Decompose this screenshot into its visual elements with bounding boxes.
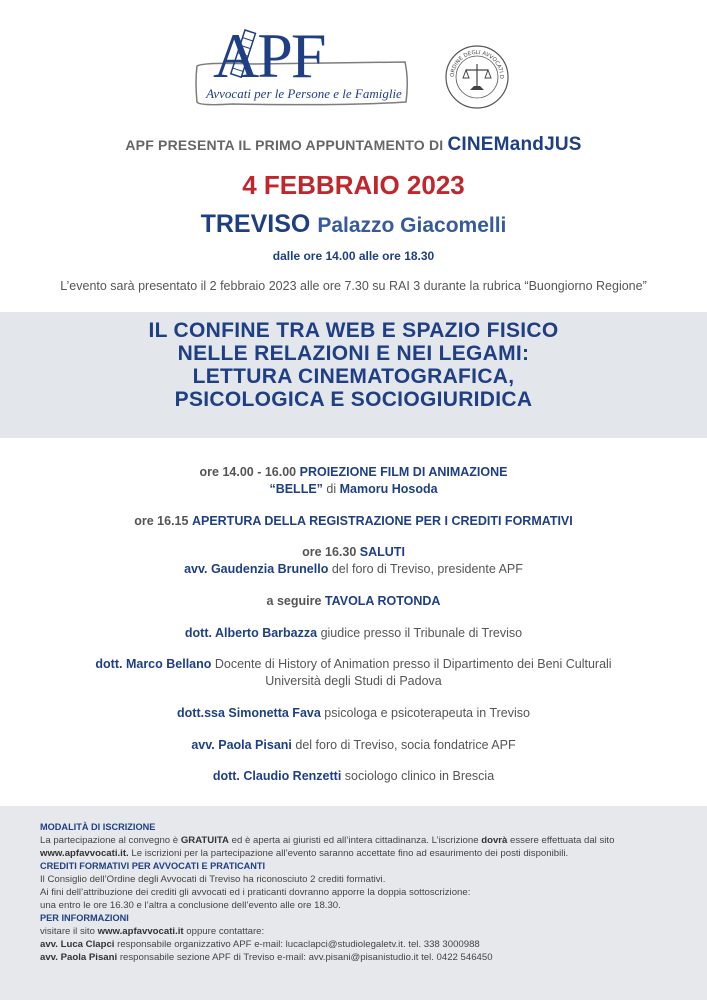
speaker-name: dott. Marco Bellano [95, 657, 212, 671]
info-heading-credits: CREDITI FORMATIVI PER AVVOCATI E PRATICANTI [40, 861, 266, 871]
greet-role: del foro di Treviso, presidente APF [331, 562, 523, 576]
greet-name: avv. Gaudenzia Brunello [184, 562, 329, 576]
info-text: essere effettuata dal sito [510, 835, 615, 846]
speaker-role-line2: Università degli Studi di Padova [265, 674, 442, 688]
brand-name: CINEMandJUS [447, 134, 582, 155]
speaker-role: psicologa e psicoterapeuta in Treviso [324, 706, 530, 720]
info-text: oppure contattare: [186, 926, 265, 937]
info-heading-registration: MODALITÀ DI ISCRIZIONE [40, 822, 156, 832]
program-registration [0, 514, 707, 528]
apf-logo [193, 22, 411, 114]
program-film [0, 465, 707, 479]
speaker-name: dott. Alberto Barbazza [184, 626, 318, 640]
info-text: Le iscrizioni per la partecipazione all’evento saranno accettate fino ad esaurimento dei posti disponibili. [131, 848, 569, 859]
info-line: una entro le ore 16.30 e l’altra a conclusione dell’evento alle ore 18.30. [40, 900, 341, 911]
title-line-2: NELLE RELAZIONI E NEI LEGAMI: [177, 342, 530, 365]
greet-label: SALUTI [359, 545, 405, 559]
presents-text: APF PRESENTA IL PRIMO APPUNTAMENTO DI [125, 137, 444, 153]
speaker-row [0, 769, 707, 783]
speaker-role: giudice presso il Tribunale di Treviso [320, 626, 523, 640]
info-line [40, 925, 680, 938]
svg-text:ORDINE DEGLI AVVOCATI DI TREVI [444, 44, 504, 79]
website-link[interactable]: www.apfavvocati.it. [40, 848, 129, 859]
logo-text: APF [213, 20, 325, 91]
speaker-role: Docente di History of Animation presso il Dipartimento dei Beni Culturali [214, 657, 612, 671]
film-director: Mamoru Hosoda [339, 482, 438, 496]
info-line: Il Consiglio dell’Ordine degli Avvocati di Treviso ha riconosciuto 2 crediti formativi. [40, 874, 386, 885]
speaker-name: dott.ssa Simonetta Fava [177, 706, 321, 720]
presents-line [0, 134, 707, 156]
info-section [40, 821, 680, 964]
speaker-name: avv. Paola Pisani [191, 738, 292, 752]
contact-name: avv. Paola Pisani [40, 952, 118, 963]
event-place [0, 210, 707, 239]
program-film-title [0, 482, 707, 496]
info-line: Ai fini dell’attribuzione dei crediti gli avvocati ed i praticanti dovranno apporre la doppia sottoscrizione: [40, 887, 471, 898]
speaker-row [0, 626, 707, 640]
info-line [40, 834, 680, 847]
title-line-4: PSICOLOGICA E SOCIOGIURIDICA [174, 388, 533, 411]
speaker-row [0, 657, 707, 671]
film-by: di [326, 482, 337, 496]
round-pre: a seguire [266, 594, 322, 608]
info-text: ed è aperta ai giuristi ed all’intera cittadinanza. L’iscrizione [231, 835, 479, 846]
event-venue: Palazzo Giacomelli [317, 214, 507, 237]
speaker-row [0, 738, 707, 752]
event-title [0, 319, 707, 411]
film-title: “BELLE” [269, 482, 323, 496]
event-date: 4 FEBBRAIO 2023 [242, 170, 465, 200]
speaker-role: del foro di Treviso, socia fondatrice APF [295, 738, 516, 752]
info-text: La partecipazione al convegno è [40, 835, 179, 846]
logo-tagline: Avvocati per le Persone e le Famiglie [206, 86, 402, 101]
order-seal [444, 44, 510, 110]
reg-label: APERTURA DELLA REGISTRAZIONE PER I CREDITI FORMATIVI [191, 514, 573, 528]
info-line [40, 951, 680, 964]
website-link[interactable]: www.apfavvocati.it [97, 926, 184, 937]
info-must: dovrà [481, 835, 508, 846]
info-free: GRATUITA [180, 835, 229, 846]
tv-note: L’evento sarà presentato il 2 febbraio 2023 alle ore 7.30 su RAI 3 durante la rubrica “Buongiorno Regione” [60, 279, 647, 293]
contact-name: avv. Luca Clapci [40, 939, 115, 950]
speaker-row [0, 706, 707, 720]
title-line-1: IL CONFINE TRA WEB E SPAZIO FISICO [148, 319, 559, 342]
contact-details: responsabile organizzativo APF e-mail: lucaclapci@studiolegaletv.it. tel. 338 3000988 [117, 939, 480, 950]
event-city: TREVISO [200, 210, 311, 238]
title-line-3: LETTURA CINEMATOGRAFICA, [192, 365, 515, 388]
speaker-name: dott. Claudio Renzetti [212, 769, 342, 783]
round-label: TAVOLA ROTONDA [324, 594, 441, 608]
greet-time: ore 16.30 [302, 545, 357, 559]
film-time: ore 14.00 - 16.00 [199, 465, 297, 479]
program-roundtable [0, 594, 707, 608]
contact-details: responsabile sezione APF di Treviso e-mail: avv.pisani@pisanistudio.it tel. 0422 546450 [119, 952, 493, 963]
program-greet-speaker [0, 562, 707, 576]
seal-text: ORDINE DEGLI AVVOCATI D [449, 49, 505, 79]
program-greetings [0, 545, 707, 559]
reg-time: ore 16.15 [134, 514, 189, 528]
info-line [40, 938, 680, 951]
speaker-role: sociologo clinico in Brescia [344, 769, 495, 783]
event-hours: dalle ore 14.00 alle ore 18.30 [272, 249, 435, 263]
info-heading-contacts: PER INFORMAZIONI [40, 913, 129, 923]
info-text: visitare il sito [40, 926, 95, 937]
info-line [40, 847, 680, 860]
film-label: PROIEZIONE FILM DI ANIMAZIONE [299, 465, 508, 479]
